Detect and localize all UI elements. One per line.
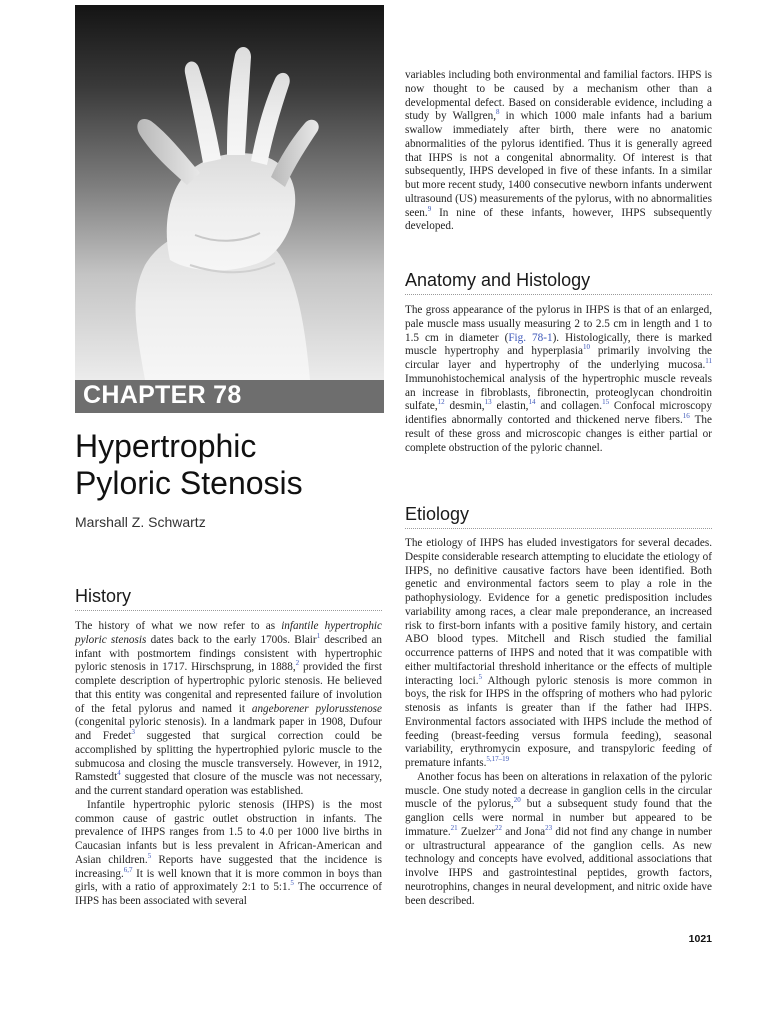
citation-link[interactable]: 4 (117, 769, 121, 778)
chapter-label-bar (75, 380, 384, 413)
chapter-opening-photo (75, 5, 384, 380)
history-heading: History (75, 586, 382, 611)
chapter-title (75, 428, 384, 502)
citation-link[interactable]: 5 (147, 851, 152, 860)
etiology-paragraph: The etiology of IHPS has eluded investigators for several decades. Despite considerable research attempting to elucidate the etiology of IHPS, no definitive causative factors have been identified. Both genetic and environmental factors seem to play a role in the pathophysiology. Evidence for a genetic predisposition includes variability among races, a clear male preponderance, an increased risk to first-born infants with a positive family history, and certain ABO blood types. Mitchell and Risch studied the familial occurrence patterns of IHPS and noted that it was compatible with either multifactorial threshold inheritance or the effects of multiple interacting loci.$^5$ Although pyloric stenosis is more common in boys, the risk for IHPS in the offspring of mothers who had pyloric stenosis as infants is greater than if the father had IHPS. Environmental factors associated with IHPS include the method of feeding (breast-feeding versus formula feeding), seasonal variability, erythromycin exposure, and transpyloric feeding of premature infants.$^{5,17-19}$ (405, 537, 712, 769)
anatomy-heading: Anatomy and Histology (405, 270, 712, 295)
citation-link[interactable]: 14 (528, 398, 536, 407)
citation-link[interactable]: 8 (496, 108, 500, 117)
citation-link[interactable]: 12 (437, 398, 445, 407)
infant-hand-illustration (75, 5, 384, 380)
citation-link[interactable]: 5 (478, 672, 483, 681)
citation-link[interactable]: 22 (495, 823, 503, 832)
citation-link[interactable]: 9 (427, 204, 432, 213)
citation-link[interactable]: 6,7 (123, 865, 133, 874)
citation-link[interactable]: 3 (131, 728, 135, 736)
chapter-title-line-2: Pyloric Stenosis (75, 465, 303, 501)
citation-link[interactable]: 11 (705, 357, 712, 365)
citation-link[interactable]: 1 (316, 631, 321, 640)
citation-link[interactable]: 5,17–19 (486, 755, 510, 763)
page-number: 1021 (688, 933, 712, 945)
anatomy-paragraph: The gross appearance of the pylorus in IHPS is that of an enlarged, pale muscle mass usually measuring 2 to 2.5 cm in length and 1 to 1.5 cm in diameter (Fig. 78-1). Histologically, there is marked muscle hypertrophy and hyperplasia$^{10}$ primarily involving the circular layer and hypertrophy of the underlying mucosa.$^{11}$ Immunohistochemical analysis of the hypertrophic muscle reveals an increase in fibroblasts, fibronectin, proteoglycan chondroitin sulfate,$^{12}$ desmin,$^{13}$ elastin,$^{14}$ and collagen.$^{15}$ Confocal microscopy identifies abnormally contorted and thickened nerve fibers.$^{16}$ The result of these gross and microscopic changes is either partial or complete obstruction of the pyloric channel. (405, 304, 712, 454)
history-paragraph: Infantile hypertrophic pyloric stenosis (IHPS) is the most common cause of gastric outlet obstruction in infants. The prevalence of IHPS ranges from 1.5 to 4.0 per 1000 live births in Caucasian infants but is less prevalent in African-American and Asian children.$^5$ Reports have suggested that the incidence is increasing.$^{6,7}$ It is well known that it is more common in boys than girls, with a ratio of approximately 2:1 to 5:1.$^5$ The occurrence of IHPS has been associated with several (75, 798, 382, 907)
citation-link[interactable]: 2 (295, 659, 300, 668)
continued-paragraph: variables including both environmental and familial factors. IHPS is now thought to be caused by a mechanism other than a developmental defect. Based on considerable evidence, including a study by Wallgren,$^8$ in which 1000 male infants had a barium swallow immediately after birth, there were no anatomic abnormalities of the pylorus identified. Thus it is generally agreed that IHPS is not a congenital abnormality. Of interest is that subsequently, IHPS developed in five of these infants. In a similar but more recent study, 1400 consecutive newborn infants underwent ultrasound (US) measurements of the pylorus, with no abnormalities seen.$^9$ In nine of these infants, however, IHPS subsequently developed. (405, 69, 712, 233)
continued-text (405, 69, 712, 234)
chapter-label: CHAPTER 78 (83, 381, 242, 409)
citation-link[interactable]: 20 (513, 796, 521, 805)
chapter-title-line-1: Hypertrophic (75, 428, 257, 464)
citation-link[interactable]: 21 (450, 823, 458, 832)
citation-link[interactable]: 15 (602, 398, 610, 407)
etiology-heading: Etiology (405, 504, 712, 529)
etiology-body (405, 537, 712, 908)
citation-link[interactable]: 10 (582, 343, 590, 352)
author-name: Marshall Z. Schwartz (75, 514, 206, 530)
etiology-paragraph: Another focus has been on alterations in relaxation of the pyloric muscle. One study noted a decrease in ganglion cells in the circular muscle of the pylorus,$^{20}$ but a subsequent study found that the ganglion cells were normal in number but appeared to be immature.$^{21}$ Zuelzer$^{22}$ and Jona$^{23}$ did not find any change in number or ultrastructural appearance of the ganglion cells. As new technology and concepts have evolved, additional associations that involve IHPS and gastrointestinal peptides, growth factors, neurotrophins, changes in neural development, and nitric oxide have been described. (405, 770, 712, 907)
figure-link[interactable]: Fig. 78-1 (508, 331, 553, 344)
citation-link[interactable]: 5 (290, 879, 294, 888)
history-paragraph: The history of what we now refer to as infantile hypertrophic pyloric stenosis dates back to the early 1700s. Blair$^1$ described an infant with postmortem findings consistent with hypertrophic pyloric stenosis in 1717. Hirschsprung, in 1888,$^2$ provided the first complete description of hypertrophic pyloric stenosis. He believed that this entity was congenital and represented failure of involution of the fetal pylorus and named it angeborener pylorusstenose (congenital pyloric stenosis). In a landmark paper in 1908, Dufour and Fredet$^3$ suggested that surgical correction could be accomplished by splitting the hypertrophied pyloric muscle to the submucosa and closing the muscle transversely. However, in 1912, Ramstedt$^4$ suggested that closure of the muscle was not necessary, and the current standard operation was established. (75, 620, 382, 797)
citation-link[interactable]: 13 (484, 398, 492, 407)
history-body (75, 620, 382, 909)
anatomy-body (405, 304, 712, 455)
citation-link[interactable]: 23 (545, 823, 553, 832)
citation-link[interactable]: 16 (682, 412, 690, 420)
